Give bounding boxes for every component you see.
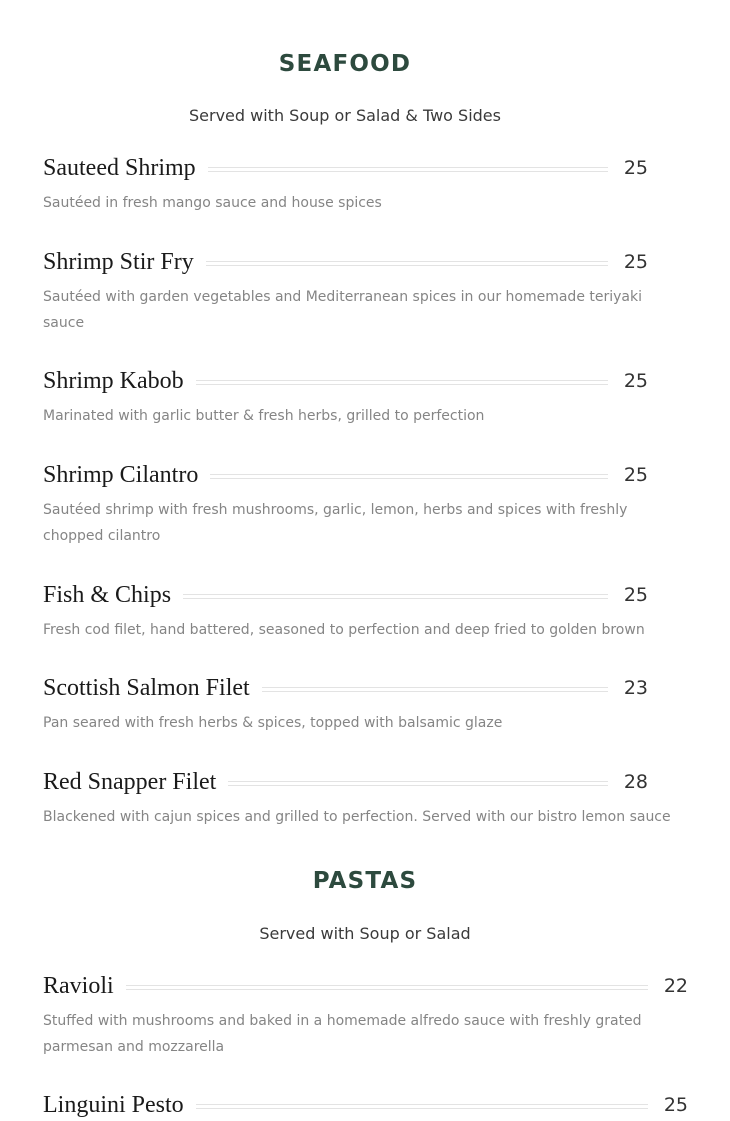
seafood-section-subtitle: Served with Soup or Salad & Two Sides (189, 106, 501, 125)
pastas-section-subtitle: Served with Soup or Salad (259, 924, 471, 943)
menu-item-scottish-salmon-filet (43, 674, 648, 736)
item-name: Red Snapper Filet (43, 768, 228, 796)
item-description: Fresh cod filet, hand battered, seasoned to perfection and deep fried to golden brown (43, 622, 645, 638)
menu-item-shrimp-stir-fry (43, 248, 648, 336)
item-price: 23 (612, 676, 648, 700)
item-price: 22 (652, 974, 688, 998)
item-price: 28 (612, 770, 648, 794)
item-price: 25 (612, 583, 648, 607)
item-price: 25 (612, 369, 648, 393)
dotted-leader (43, 985, 648, 990)
item-description: Sautéed shrimp with fresh mushrooms, garlic, lemon, herbs and spices with freshly chopped cilantro (43, 502, 628, 544)
item-name: Ravioli (43, 972, 126, 1000)
item-description: Pan seared with fresh herbs & spices, topped with balsamic glaze (43, 715, 503, 731)
item-description: Sautéed in fresh mango sauce and house spices (43, 195, 382, 211)
item-price: 25 (612, 250, 648, 274)
menu-item-fish-and-chips (43, 581, 648, 643)
item-description: Stuffed with mushrooms and baked in a homemade alfredo sauce with freshly grated parmesan and mozzarella (43, 1013, 642, 1055)
item-description: Marinated with garlic butter & fresh herbs, grilled to perfection (43, 408, 485, 424)
menu-item-shrimp-cilantro (43, 461, 648, 549)
item-name: Shrimp Kabob (43, 367, 196, 395)
item-price: 25 (612, 156, 648, 180)
menu-item-ravioli (43, 972, 688, 1060)
item-name: Sauteed Shrimp (43, 154, 208, 182)
item-name: Shrimp Stir Fry (43, 248, 206, 276)
item-description: Blackened with cajun spices and grilled to perfection. Served with our bistro lemon sauce (43, 809, 671, 825)
seafood-section-title: SEAFOOD (278, 51, 412, 77)
menu-item-linguini-pesto (43, 1091, 688, 1121)
item-name: Fish & Chips (43, 581, 183, 609)
item-price: 25 (612, 463, 648, 487)
menu-item-sauteed-shrimp (43, 154, 648, 216)
item-description: Sautéed with garden vegetables and Mediterranean spices in our homemade teriyaki sauce (43, 289, 642, 331)
menu-item-red-snapper-filet (43, 768, 671, 830)
item-name: Scottish Salmon Filet (43, 674, 262, 702)
item-name: Shrimp Cilantro (43, 461, 210, 489)
pastas-section-title: PASTAS (312, 868, 418, 894)
item-price: 25 (652, 1093, 688, 1117)
menu-item-shrimp-kabob (43, 367, 648, 429)
item-name: Linguini Pesto (43, 1091, 196, 1119)
